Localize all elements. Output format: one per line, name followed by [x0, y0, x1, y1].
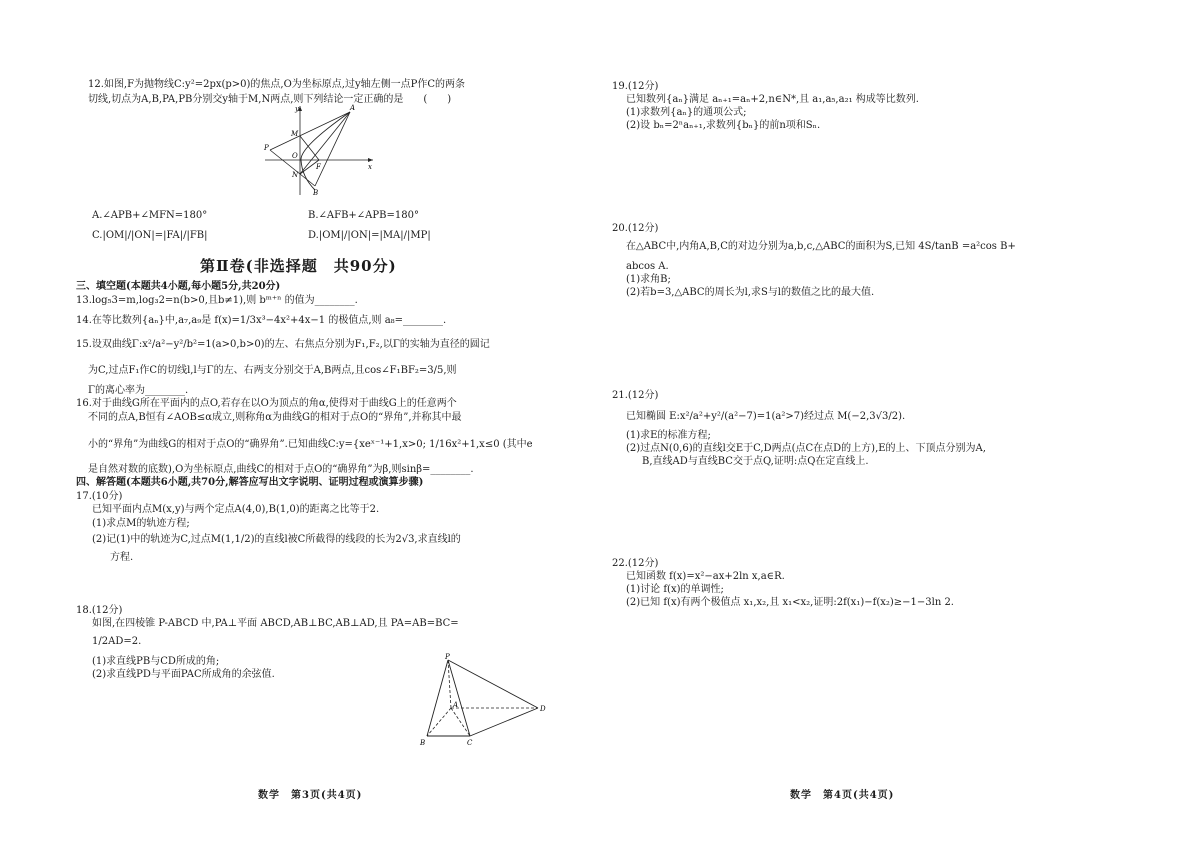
- q17-head: 17.(10分): [76, 491, 123, 502]
- answer-heading: 四、解答题(本题共6小题,共70分,解答应写出文字说明、证明过程或演算步骤): [76, 477, 424, 488]
- fig-N-label: N: [292, 171, 299, 179]
- fig-D-label: D: [540, 705, 546, 713]
- fig-O-label: O: [292, 152, 298, 160]
- page-footer-left: 数学 第3页(共4页): [258, 790, 363, 801]
- q19-line3: (2)设 bₙ=2ⁿaₙ₊₁,求数列{bₙ}的前n项和Sₙ.: [626, 120, 821, 131]
- page-footer-right: 数学 第4页(共4页): [790, 790, 895, 801]
- q18-pyramid-figure: [415, 652, 555, 752]
- q22-line3: (2)已知 f(x)有两个极值点 x₁,x₂,且 x₁<x₂,证明:2f(x₁)−f(x₂)≥−1−3ln 2.: [626, 597, 954, 608]
- q12-line2: 切线,切点为A,B,PA,PB分别交y轴于M,N两点,则下列结论一定正确的是 ( ): [88, 94, 452, 105]
- fig-A-label: A: [350, 104, 356, 112]
- q21-line4: B,直线AD与直线BC交于点Q,证明:点Q在定直线上.: [642, 456, 869, 467]
- q20-line2: abcos A.: [626, 261, 669, 272]
- fig-C-label: C: [467, 739, 473, 747]
- fig-B-label: B: [313, 189, 319, 197]
- fig-y-label: y: [295, 105, 299, 113]
- q12-option-c: C.|OM|/|ON|=|FA|/|FB|: [92, 230, 208, 241]
- q17-line1: 已知平面内点M(x,y)与两个定点A(4,0),B(1,0)的距离之比等于2.: [92, 504, 380, 515]
- fig-M-label: M: [291, 130, 299, 138]
- q16-line1: 16.对于曲线G所在平面内的点O,若存在以O为顶点的角α,使得对于曲线G上的任意两个: [76, 398, 457, 409]
- fill-in-heading: 三、填空题(本题共4小题,每小题5分,共20分): [76, 281, 281, 292]
- q12-option-a: A.∠APB+∠MFN=180°: [92, 210, 208, 221]
- q15-line1: 15.设双曲线Γ:x²/a²−y²/b²=1(a>0,b>0)的左、右焦点分别为F₁,F₂,以Γ的实轴为直径的圆记: [76, 339, 490, 350]
- q12-option-d: D.|OM|/|ON|=|MA|/|MP|: [308, 230, 431, 241]
- fig-F-label: F: [316, 163, 321, 171]
- fig-B-label: B: [420, 739, 426, 747]
- fig-x-label: x: [368, 163, 372, 171]
- q18-line2: 1/2AD=2.: [92, 636, 142, 647]
- q18-line3: (1)求直线PB与CD所成的角;: [92, 656, 220, 667]
- fig-P-label: P: [445, 653, 450, 661]
- q22-line2: (1)讨论 f(x)的单调性;: [626, 584, 724, 595]
- q12-parabola-figure: [255, 102, 380, 197]
- part2-title: 第Ⅱ卷(非选择题 共90分): [200, 257, 397, 275]
- q20-line1: 在△ABC中,内角A,B,C的对边分别为a,b,c,△ABC的面积为S,已知 4S/tanB =a²cos B+: [626, 241, 1016, 252]
- q20-head: 20.(12分): [612, 223, 659, 234]
- q18-line1: 如图,在四棱锥 P-ABCD 中,PA⊥平面 ABCD,AB⊥BC,AB⊥AD,且 PA=AB=BC=: [92, 618, 459, 629]
- q14-text: 14.在等比数列{aₙ}中,a₇,a₉是 f(x)=1/3x³−4x²+4x−1 的极值点,则 a₈=________.: [76, 315, 447, 326]
- q20-line3: (1)求角B;: [626, 274, 671, 285]
- q16-line3: 小的“界角”为曲线G的相对于点O的“确界角”.已知曲线C:y={xeˣ⁻¹+1,x>0; 1/16x²+1,x≤0 (其中e: [88, 439, 533, 450]
- q13-text: 13.log₅3=m,log₃2=n(b>0,且b≠1),则 bᵐ⁺ⁿ 的值为________.: [76, 295, 358, 306]
- q17-line2: (1)求点M的轨迹方程;: [92, 518, 190, 529]
- q16-line2: 不同的点A,B恒有∠AOB≤α成立,则称角α为曲线G的相对于点O的“界角”,并称其中最: [88, 412, 462, 423]
- q19-line2: (1)求数列{aₙ}的通项公式;: [626, 107, 747, 118]
- q21-line2: (1)求E的标准方程;: [626, 430, 711, 441]
- q18-line4: (2)求直线PD与平面PAC所成角的余弦值.: [92, 669, 275, 680]
- page-4: [600, 0, 1200, 849]
- fig-A-label: A: [453, 701, 459, 709]
- q19-head: 19.(12分): [612, 81, 659, 92]
- q15-line3: Γ的离心率为________.: [88, 385, 189, 396]
- q22-head: 22.(12分): [612, 558, 659, 569]
- q17-line4: 方程.: [110, 552, 134, 563]
- q16-line4: 是自然对数的底数),O为坐标原点,曲线C的相对于点O的“确界角”为β,则sinβ=________.: [88, 464, 474, 475]
- q12-option-b: B.∠AFB+∠APB=180°: [308, 210, 419, 221]
- q21-line1: 已知椭圆 E:x²/a²+y²/(a²−7)=1(a²>7)经过点 M(−2,3√3/2).: [626, 411, 906, 422]
- q18-head: 18.(12分): [76, 605, 123, 616]
- fig-P-label: P: [264, 144, 269, 152]
- q21-line3: (2)过点N(0,6)的直线l交E于C,D两点(点C在点D的上方),E的上、下顶点分别为A,: [626, 443, 986, 454]
- q19-line1: 已知数列{aₙ}满足 aₙ₊₁=aₙ+2,n∈N*,且 a₁,a₅,a₂₁ 构成等比数列.: [626, 94, 919, 105]
- q17-line3: (2)记(1)中的轨迹为C,过点M(1,1/2)的直线l被C所截得的线段的长为2√3,求直线l的: [92, 534, 461, 545]
- q20-line4: (2)若b=3,△ABC的周长为l,求S与l的数值之比的最大值.: [626, 287, 875, 298]
- q22-line1: 已知函数 f(x)=x²−ax+2ln x,a∈R.: [626, 571, 785, 582]
- q12-line1: 12.如图,F为抛物线C:y²=2px(p>0)的焦点,O为坐标原点,过y轴左侧一点P作C的两条: [88, 79, 466, 90]
- q15-line2: 为C,过点F₁作C的切线l,l与Γ的左、右两支分别交于A,B两点,且cos∠F₁BF₂=3/5,则: [88, 365, 457, 376]
- q21-head: 21.(12分): [612, 390, 659, 401]
